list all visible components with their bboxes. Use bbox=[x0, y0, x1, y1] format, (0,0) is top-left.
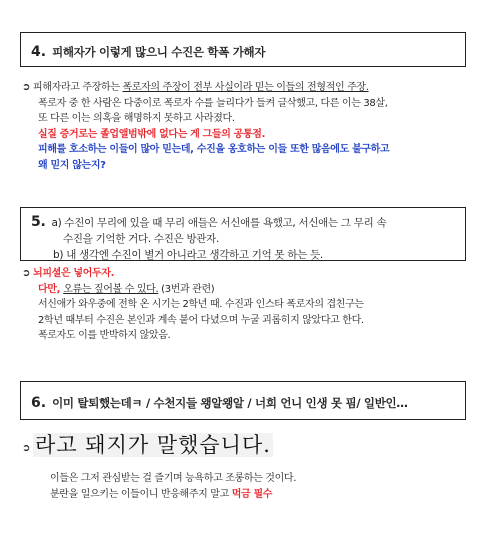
section-5-number: 5. bbox=[31, 214, 46, 230]
section-5-box bbox=[20, 207, 466, 261]
block-4-line-1: ➲ 피해자라고 주장하는 폭로자의 주장이 전부 사실이라 믿는 이들의 전형적인 주장. bbox=[22, 82, 369, 93]
block-5-line-2: 다만, 오류는 짚어볼 수 있다. (3번과 관련) bbox=[38, 283, 215, 295]
section-4-title: 피해자가 이렇게 많으니 수진은 학폭 가해자 bbox=[52, 45, 266, 59]
block-5-line-1: ➲ 뇌피셜은 넣어두자. bbox=[22, 268, 115, 279]
block-6-big-text: 라고 돼지가 말했습니다. bbox=[35, 433, 271, 457]
block-4 bbox=[22, 80, 389, 173]
block-6-line-2: 분란을 일으키는 이들이니 반응해주지 말고 먹금 필수 bbox=[50, 488, 273, 500]
section-5-line-a1: a) 수진이 무리에 있을 때 무리 애들은 서신애를 욕했고, 서신애는 그 무리 속 bbox=[51, 217, 387, 229]
block-4-blue-line-2: 왜 믿지 않는지? bbox=[38, 159, 106, 171]
section-6-title: 이미 탈퇴했는데ㅋ / 수천지들 왱알왱알 / 너희 언니 인생 못 핌/ 일반인… bbox=[52, 396, 408, 410]
block-4-line-2: 폭로자 중 한 사람은 다중이로 폭로자 수를 늘리다가 들켜 글삭했고, 다른 이는 38살, bbox=[38, 97, 388, 109]
block-6-big-line bbox=[22, 430, 296, 465]
arrow-icon: ➲ bbox=[22, 82, 31, 93]
block-6 bbox=[22, 430, 296, 502]
block-5-line-5: 폭로자도 이를 반박하지 않았음. bbox=[38, 330, 171, 341]
block-6-line-1: 이들은 그저 관심받는 걸 즐기며 능욕하고 조롱하는 것이다. bbox=[50, 473, 297, 484]
section-6-box bbox=[20, 381, 466, 420]
block-4-blue-line-1: 피해를 호소하는 이들이 많아 믿는데, 수진을 옹호하는 이들 또한 많음에도 불구하고 bbox=[38, 144, 390, 155]
section-6-number: 6. bbox=[31, 395, 47, 411]
arrow-icon: ➲ bbox=[22, 268, 31, 279]
block-5-line-3: 서신애가 와우중에 전학 온 시기는 2학년 때. 수진과 인스타 폭로자의 겹친구는 bbox=[38, 299, 364, 310]
arrow-icon: ➲ bbox=[22, 443, 31, 454]
block-4-red-line: 실질 증거로는 졸업앨범밖에 없다는 게 그들의 공통점. bbox=[38, 128, 266, 140]
block-5-line-4: 2학년 때부터 수진은 본인과 계속 붙어 다녔으며 누굴 괴롭히지 않았다고 한다. bbox=[38, 314, 364, 326]
section-4-box bbox=[20, 32, 466, 67]
block-5 bbox=[22, 266, 364, 344]
block-4-line-3: 또 다른 이는 의혹을 해명하지 못하고 사라졌다. bbox=[38, 113, 235, 124]
section-4-number: 4. bbox=[31, 44, 47, 60]
section-5-line-b: b) 내 생각엔 수진이 별거 아니라고 생각하고 기억 못 하는 듯. bbox=[53, 249, 323, 261]
section-5-line-a2: 수진을 기억한 거다. 수진은 방관자. bbox=[63, 233, 220, 245]
